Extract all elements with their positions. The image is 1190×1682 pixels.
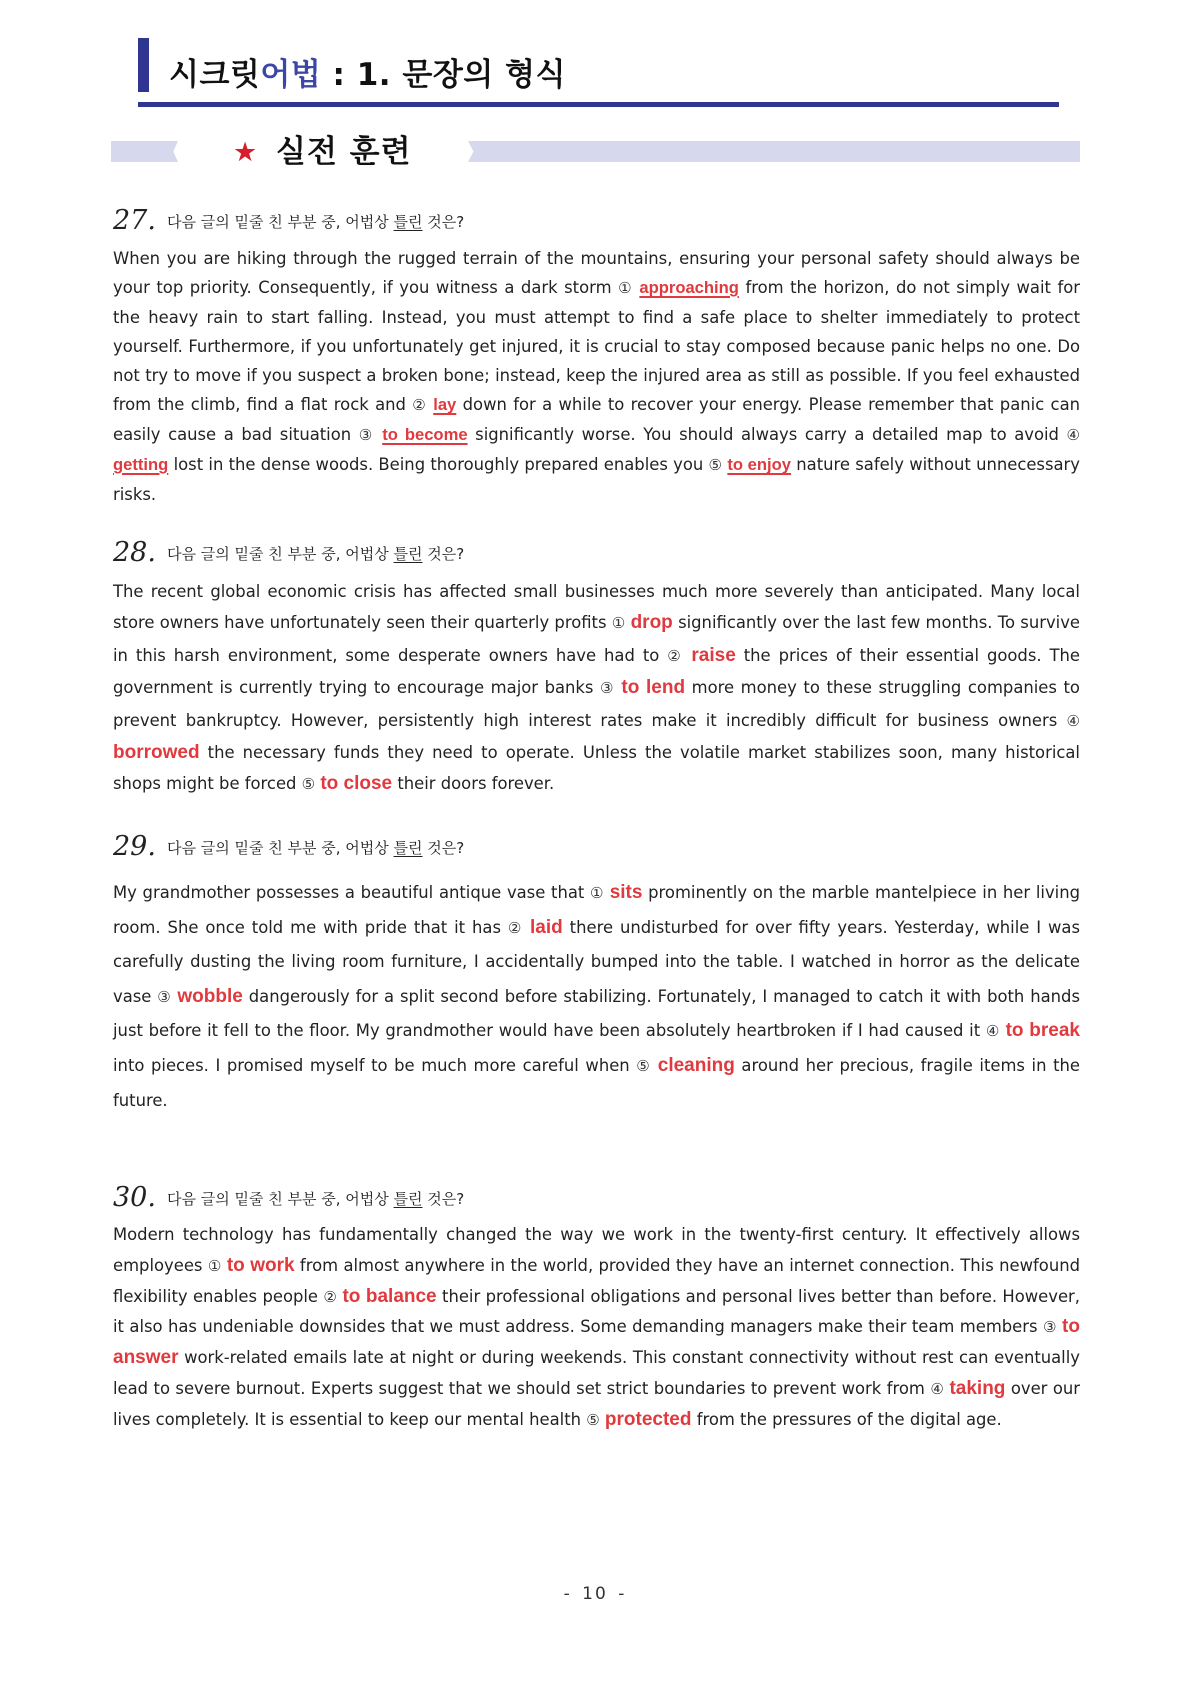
prompt-text: 것은? xyxy=(422,212,465,231)
passage-text: down for a while to recover your energy. Please remember that panic can easily cause a bad situation xyxy=(113,395,1081,444)
passage-text: Modern technology has fundamentally changed the way we work in the twenty-first century. It effectively allows employees xyxy=(113,1225,1080,1275)
choice-word: to balance xyxy=(342,1285,437,1307)
choice-word: to enjoy xyxy=(727,455,791,474)
passage-text: there undisturbed for over fifty years. Yesterday, while I was carefully dusting the living room furniture, I accidentally bumped into the table. I watched in horror as the delicate vase xyxy=(113,917,1080,1006)
choice-number: ③ xyxy=(1042,1318,1057,1337)
passage-text: from almost anywhere in the world, provided they have an internet connection. This newfound flexibility enables people xyxy=(113,1255,1081,1306)
choice-word: wobble xyxy=(177,985,243,1007)
question-number: 29. xyxy=(113,831,156,862)
choice-word: raise xyxy=(691,644,736,666)
question-number: 28. xyxy=(113,537,156,568)
answer-choice xyxy=(412,395,456,414)
answer-choice xyxy=(636,1056,735,1075)
section-banner-left xyxy=(111,141,178,162)
answer-choice xyxy=(508,918,563,937)
question-prompt xyxy=(167,837,464,858)
choice-number: ① xyxy=(590,884,604,902)
question-header xyxy=(113,832,1080,862)
answer-choice xyxy=(586,1410,691,1429)
passage-text: the necessary funds they need to operate. Unless the volatile market stabilizes soon, many historical shops might be forced xyxy=(113,743,1080,794)
choice-number: ④ xyxy=(985,1022,1000,1041)
page-number: - 10 - xyxy=(563,1584,627,1604)
passage-text: around her precious, fragile items in the future. xyxy=(113,1055,1080,1110)
choice-word: to lend xyxy=(621,677,686,699)
passage-text: prominently on the marble mantelpiece in her living room. She once told me with pride that it has xyxy=(113,883,1080,937)
prompt-text: 것은? xyxy=(422,1189,465,1208)
passage-text: the prices of their essential goods. The government is currently trying to encourage major banks xyxy=(113,645,1081,698)
prompt-underlined-word: 틀린 xyxy=(393,212,423,231)
prompt-text: 다음 글의 밑줄 친 부분 중, 어법상 xyxy=(167,544,394,563)
prompt-underlined-word: 틀린 xyxy=(393,1189,423,1208)
passage-text: The recent global economic crisis has affected small businesses much more severely than anticipated. Many local store owners have unfortunately seen their quarterly profits xyxy=(113,582,1080,633)
choice-number: ① xyxy=(618,279,633,297)
choice-number: ② xyxy=(412,396,427,414)
header-accent-bar xyxy=(138,38,149,92)
question-block xyxy=(113,206,1080,509)
question-header xyxy=(113,1183,1080,1213)
question-passage xyxy=(113,1220,1080,1436)
choice-number: ③ xyxy=(157,987,172,1006)
question-prompt xyxy=(167,543,464,564)
answer-choice xyxy=(709,455,791,474)
choice-number: ③ xyxy=(358,426,375,444)
answer-choice xyxy=(590,883,642,902)
answer-choice xyxy=(986,1021,1080,1040)
answer-choice xyxy=(359,425,468,444)
passage-text: into pieces. I promised myself to be much more careful when xyxy=(113,1055,637,1075)
passage-text: more money to these struggling companies to prevent bankruptcy. However, persistently high interest rates make it incredibly difficult for business owners xyxy=(113,678,1080,730)
choice-number: ⑤ xyxy=(586,1410,600,1429)
prompt-underlined-word: 틀린 xyxy=(393,544,423,563)
question-passage xyxy=(113,244,1080,509)
question-header xyxy=(113,206,1080,236)
passage-text: My grandmother possesses a beautiful antique vase that xyxy=(113,883,591,902)
prompt-text: 다음 글의 밑줄 친 부분 중, 어법상 xyxy=(167,838,394,857)
question-passage xyxy=(113,576,1080,801)
header-divider xyxy=(138,102,1059,107)
passage-text: over our lives completely. It is essential to keep our mental health xyxy=(113,1378,1080,1429)
choice-word: borrowed xyxy=(113,742,200,764)
choice-number: ③ xyxy=(600,679,615,698)
title-series: 시크릿 xyxy=(169,57,261,93)
choice-number: ① xyxy=(611,614,626,633)
star-icon: ★ xyxy=(233,137,258,168)
choice-word: approaching xyxy=(639,278,739,297)
answer-choice xyxy=(667,646,736,665)
prompt-text: 것은? xyxy=(422,544,465,563)
answer-choice xyxy=(600,678,685,697)
choice-word: cleaning xyxy=(657,1054,735,1076)
choice-number: ④ xyxy=(930,1379,944,1398)
choice-number: ④ xyxy=(1066,711,1080,730)
passage-text: significantly over the last few months. To survive in this harsh environment, some desperate owners have had to xyxy=(113,613,1080,665)
question-prompt xyxy=(167,1188,464,1209)
choice-word: to answer xyxy=(113,1316,1080,1369)
passage-text: significantly worse. You should always carry a detailed map to avoid xyxy=(467,425,1067,444)
section-banner-right xyxy=(468,141,1080,162)
passage-text: nature safely without unnecessary risks. xyxy=(113,455,1080,504)
choice-word: to close xyxy=(320,773,393,795)
choice-word: drop xyxy=(630,612,673,634)
choice-word: to become xyxy=(382,425,468,444)
question-header xyxy=(113,538,1080,568)
answer-choice xyxy=(930,1379,1005,1398)
choice-number: ② xyxy=(667,646,684,665)
passage-text: from the pressures of the digital age. xyxy=(691,1409,1002,1429)
choice-word: laid xyxy=(530,916,563,938)
question-block xyxy=(113,538,1080,801)
answer-choice xyxy=(618,278,739,297)
question-block xyxy=(113,1183,1080,1436)
question-number: 30. xyxy=(113,1182,156,1213)
answer-choice xyxy=(302,774,392,793)
section-title: 실전 훈련 xyxy=(276,134,412,170)
choice-number: ② xyxy=(507,918,524,937)
passage-text: dangerously for a split second before stabilizing. Fortunately, I managed to catch it with both hands just before it fell to the floor. My grandmother would have been absolutely heartbroken if I had caused it xyxy=(113,986,1080,1041)
choice-number: ⑤ xyxy=(708,456,723,474)
answer-choice xyxy=(208,1256,295,1275)
question-number: 27. xyxy=(113,205,156,236)
choice-word: protected xyxy=(604,1408,692,1430)
question-block xyxy=(113,832,1080,1118)
prompt-underlined-word: 틀린 xyxy=(393,838,423,857)
passage-text: from the horizon, do not simply wait for the heavy rain to start falling. Instead, you must attempt to find a safe place to shelter immediately to protect yourself. Furthermore, if you unfortunately get injured, it is crucial to stay composed because panic helps no one. Do not try to move if you suspect a broken bone; instead, keep the injured area as still as possible. If you feel exhausted from the climb, find a flat rock and xyxy=(113,278,1081,414)
choice-number: ⑤ xyxy=(301,775,316,794)
choice-word: to work xyxy=(226,1254,295,1276)
answer-choice xyxy=(157,987,243,1006)
choice-word: getting xyxy=(113,455,169,474)
choice-word: lay xyxy=(433,395,457,414)
passage-text: work-related emails late at night or during weekends. This constant connectivity without rest can eventually lead to severe burnout. Experts suggest that we should set strict boundaries to prevent work from xyxy=(113,1348,1080,1398)
prompt-text: 다음 글의 밑줄 친 부분 중, 어법상 xyxy=(167,212,394,231)
choice-word: taking xyxy=(949,1377,1006,1399)
title-series-accent: 어법 xyxy=(260,57,322,93)
passage-text: When you are hiking through the rugged terrain of the mountains, ensuring your personal safety should always be your top priority. Consequently, if you witness a dark storm xyxy=(113,249,1080,297)
choice-number: ⑤ xyxy=(636,1056,652,1075)
question-prompt xyxy=(167,211,464,232)
answer-choice xyxy=(612,613,673,632)
page-title xyxy=(169,56,566,94)
passage-text: their doors forever. xyxy=(392,774,555,794)
title-chapter: : 1. 문장의 형식 xyxy=(321,57,566,93)
choice-number: ② xyxy=(323,1287,338,1306)
choice-word: to break xyxy=(1005,1020,1080,1042)
passage-text: lost in the dense woods. Being thoroughly prepared enables you xyxy=(168,455,709,474)
question-passage xyxy=(113,876,1080,1118)
answer-choice xyxy=(323,1287,436,1306)
passage-text: their professional obligations and personal lives better than before. However, it also has undeniable downsides that we must address. Some demanding managers make their team members xyxy=(113,1286,1080,1337)
choice-number: ④ xyxy=(1066,426,1080,444)
prompt-text: 다음 글의 밑줄 친 부분 중, 어법상 xyxy=(167,1189,394,1208)
prompt-text: 것은? xyxy=(422,838,465,857)
choice-word: sits xyxy=(609,882,643,903)
choice-number: ① xyxy=(207,1256,222,1275)
